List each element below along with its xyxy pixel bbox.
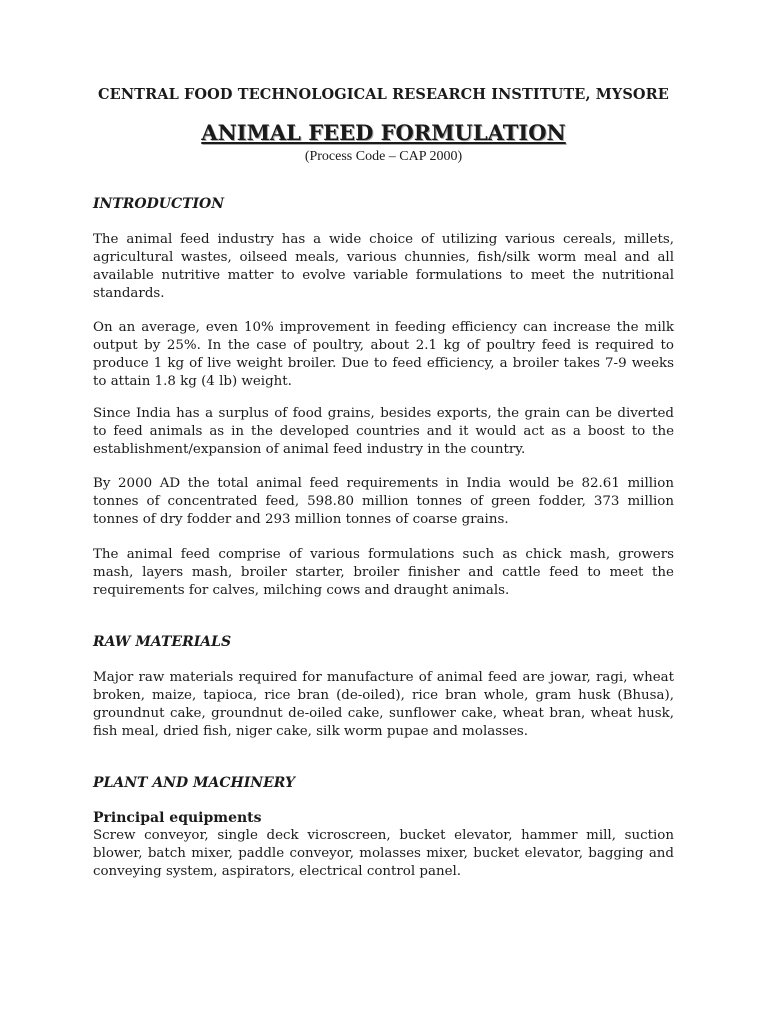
document-title: ANIMAL FEED FORMULATION xyxy=(201,120,566,145)
equipment-paragraph: Screw conveyor, single deck vicroscreen, bucket elevator, hammer mill, suction blower, batch mixer, paddle conveyor, molasses mixer, bucket elevator, bagging and conveying system, aspirators, electrical control panel. xyxy=(93,828,674,879)
raw-materials-heading: RAW MATERIALS xyxy=(93,634,232,650)
intro-paragraph-1: The animal feed industry has a wide choice of utilizing various cereals, millets, agricultural wastes, oilseed meals, various chunnies, fish/silk worm meal and all available nutritive matter to evolve variable formulations to meet the nutritional standards. xyxy=(93,232,674,301)
introduction-heading: INTRODUCTION xyxy=(93,196,225,212)
intro-paragraph-3: Since India has a surplus of food grains, besides exports, the grain can be diverted to feed animals as in the developed countries and it would act as a boost to the establishment/expansion of animal feed industry in the country. xyxy=(93,406,674,457)
intro-paragraph-4: By 2000 AD the total animal feed requirements in India would be 82.61 million tonnes of concentrated feed, 598.80 million tonnes of green fodder, 373 million tonnes of dry fodder and 293 million tonnes of coarse grains. xyxy=(93,476,674,527)
intro-paragraph-5: The animal feed comprise of various formulations such as chick mash, growers mash, layers mash, broiler starter, broiler finisher and cattle feed to meet the requirements for calves, milching cows and draught animals. xyxy=(93,547,674,598)
principal-equipments-heading: Principal equipments xyxy=(93,810,262,826)
intro-paragraph-2: On an average, even 10% improvement in feeding efficiency can increase the milk output by 25%. In the case of poultry, about 2.1 kg of poultry feed is required to produce 1 kg of live weight broiler. Due to feed efficiency, a broiler takes 7-9 weeks to attain 1.8 kg (4 lb) weight. xyxy=(93,320,674,389)
raw-materials-paragraph: Major raw materials required for manufacture of animal feed are jowar, ragi, wheat broken, maize, tapioca, rice bran (de-oiled), rice bran whole, gram husk (Bhusa), groundnut cake, groundnut de-oiled cake, sunflower cake, wheat bran, wheat husk, fish meal, dried fish, niger cake, silk worm pupae and molasses. xyxy=(93,670,674,739)
institute-name: CENTRAL FOOD TECHNOLOGICAL RESEARCH INSTITUTE, MYSORE xyxy=(98,86,669,103)
plant-machinery-heading: PLANT AND MACHINERY xyxy=(93,775,295,791)
process-code: (Process Code – CAP 2000) xyxy=(304,149,463,164)
